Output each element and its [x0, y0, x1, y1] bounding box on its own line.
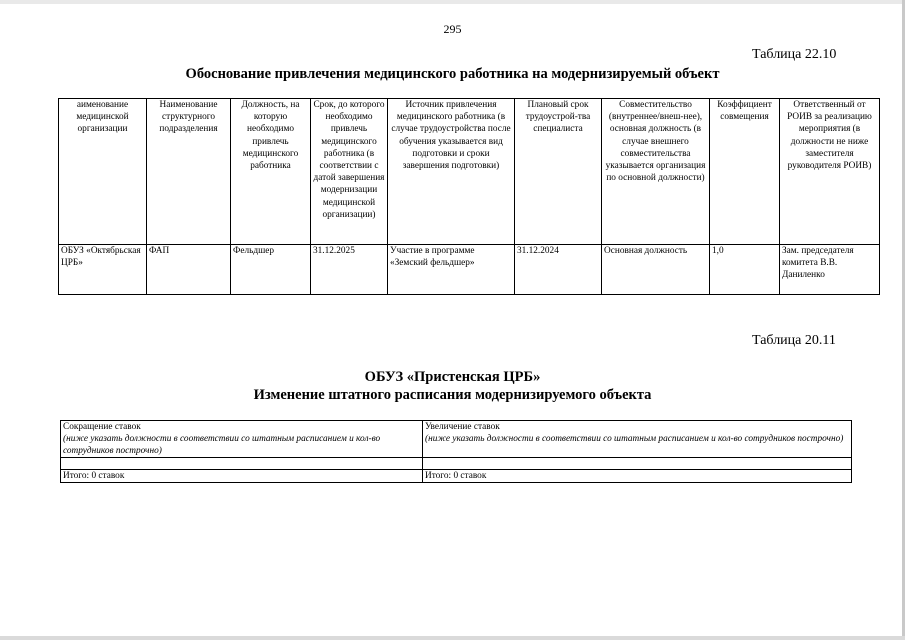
- scan-edge-bottom: [0, 636, 905, 640]
- staff-attraction-table: [58, 98, 880, 295]
- reduction-header-cell: [61, 421, 423, 458]
- table2-org-title: ОБУЗ «Пристенская ЦРБ»: [364, 369, 541, 385]
- header-deadline: Срок, до которого необходимо привлечь медицинского работника (в соответствии с датой завершения модернизации медицинской организации): [311, 99, 388, 245]
- table-row: [59, 245, 880, 295]
- reduction-note: (ниже указать должности в соответствии со штатным расписанием и кол-во сотрудников построчно): [63, 434, 381, 456]
- table2-label: Таблица 20.11: [752, 333, 836, 348]
- empty-cell: [423, 458, 852, 470]
- cell-coefficient: 1,0: [710, 245, 780, 295]
- header-combination: Совместительство (внутреннее/внеш-нее), основная должность (в случае внешнего совместительства указывается организация по основной должности): [602, 99, 710, 245]
- reduction-total: Итого: 0 ставок: [61, 470, 423, 483]
- header-coefficient: Коэффициент совмещения: [710, 99, 780, 245]
- table-row: [61, 458, 852, 470]
- table2-header-row: [61, 421, 852, 458]
- table2-title: Изменение штатного расписания модернизируемого объекта: [253, 387, 652, 403]
- increase-header-cell: [423, 421, 852, 458]
- header-department: Наименование структурного подразделения: [147, 99, 231, 245]
- cell-department: ФАП: [147, 245, 231, 295]
- empty-cell: [61, 458, 423, 470]
- increase-note: (ниже указать должности в соответствии со штатным расписанием и кол-во сотрудников построчно): [425, 434, 844, 444]
- header-planned-date: Плановый срок трудоустрой-тва специалиста: [515, 99, 602, 245]
- increase-total: Итого: 0 ставок: [423, 470, 852, 483]
- table1-title: Обоснование привлечения медицинского работника на модернизируемый объект: [185, 66, 720, 82]
- table2-total-row: [61, 470, 852, 483]
- increase-header: Увеличение ставок: [425, 422, 500, 432]
- page-number: 295: [443, 22, 462, 36]
- cell-position: Фельдшер: [231, 245, 311, 295]
- table1-label: Таблица 22.10: [752, 47, 837, 62]
- header-org-name: аименование медицинской организации: [59, 99, 147, 245]
- cell-responsible: Зам. председателя комитета В.В. Даниленко: [780, 245, 880, 295]
- reduction-header: Сокращение ставок: [63, 422, 141, 432]
- cell-combination: Основная должность: [602, 245, 710, 295]
- cell-deadline: 31.12.2025: [311, 245, 388, 295]
- header-source: Источник привлечения медицинского работника (в случае трудоустройства после обучения указывается вид подготовки и сроки завершения подготовки): [388, 99, 515, 245]
- cell-planned-date: 31.12.2024: [515, 245, 602, 295]
- cell-source: Участие в программе «Земский фельдшер»: [388, 245, 515, 295]
- header-responsible: Ответственный от РОИВ за реализацию мероприятия (в должности не ниже заместителя руководителя РОИВ): [780, 99, 880, 245]
- cell-org-name: ОБУЗ «Октябрьская ЦРБ»: [59, 245, 147, 295]
- scan-edge-top: [0, 0, 905, 4]
- header-position: Должность, на которую необходимо привлечь медицинского работника: [231, 99, 311, 245]
- staffing-change-table: [60, 420, 852, 483]
- table1-header-row: [59, 99, 880, 245]
